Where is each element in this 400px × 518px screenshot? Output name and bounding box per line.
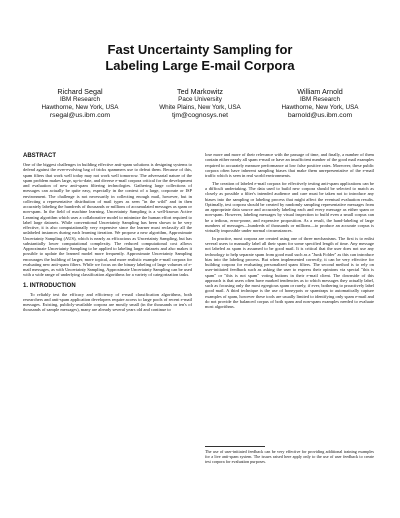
- author-email: barnold@us.ibm.com: [287, 112, 353, 119]
- author-location: White Plains, New York, USA: [159, 104, 241, 111]
- title-line-2: Labeling Large E-mail Corpora: [105, 58, 295, 73]
- author-affiliation: IBM Research: [300, 96, 340, 103]
- author-1: [20, 88, 140, 120]
- introduction-text: To reliably test the efficacy and efficiency of e-mail classification algorithms, both researchers and anti-spam application developers require access to large pools of recent e-mail messages. Existing, publicly-available corpora are mostly small (in the thousands or ten's of thousands of sample messages), many are already several years old and continue to: [23, 291, 192, 313]
- author-location: Hawthorne, New York, USA: [41, 104, 119, 111]
- left-column: [23, 152, 192, 315]
- footnote-divider: [205, 446, 265, 447]
- author-block: [20, 88, 380, 120]
- author-3: [260, 88, 380, 120]
- author-affiliation: Pace University: [178, 96, 222, 103]
- author-affiliation: IBM Research: [60, 96, 100, 103]
- author-name: Richard Segal: [57, 87, 103, 96]
- author-location: Hawthorne, New York, USA: [281, 104, 359, 111]
- author-name: Ted Markowitz: [177, 87, 223, 96]
- introduction-heading: 1. INTRODUCTION: [23, 282, 76, 289]
- body-paragraph: The creation of labeled e-mail corpora for effectively testing anti-spam applications can be a difficult undertaking. The data used to build new corpora should be selected to match as closely as possible a filter's intended audience and care must be taken not to introduce any biases into the sampling or labeling process that might affect the eventual evaluation results. Optimally, test corpora should be created by randomly sampling representative messages from an appropriate data source and accurately labeling each and every message as either spam or non-spam. However, labeling messages by visual inspection to build even a small corpus can be a tedious, error-prone, and expensive proposition. As a result, the hand-labeling of large numbers of messages—hundreds of thousands or millions—to produce an accurate corpus is virtually impossible under normal circumstances.: [205, 180, 374, 233]
- abstract-text: One of the biggest challenges in building effective anti-spam solutions is designing systems to defend against the ever-evolving bag of tricks spammers use to defeat them. Because of this, spam filters that work well today may not work well tomorrow. The adversarial nature of the spam problem makes large, up-to-date, and diverse e-mail corpora critical for the development and evaluation of new anti-spam filtering technologies. Gathering large collections of messages can actually be quite easy, especially in the context of a large, corporate or ISP environment. The challenge is not necessarily in collecting enough mail, however, but in collecting a representative distribution of mail types as seen "in the wild" and in then accurately labeling the hundreds of thousands or millions of accumulated messages as spam or non-spam. In the field of machine learning, Uncertainty Sampling is a well-known Active Learning algorithm which uses a collaborative model to minimize the human effort required to label large datasets. While conventional Uncertainty Sampling has been shown to be very effective, it is also computationally very expensive since the learner must reclassify all the unlabeled instances during each learning iteration. We propose a new algorithm, Approximate Uncertainty Sampling (AUS), which is nearly as efficacious as Uncertainty Sampling, but has substantially lower computational complexity. The reduced computational cost allows Approximate Uncertainty Sampling to be applied to labeling larger datasets and also makes it possible to update the learned model more frequently. Approximate Uncertainty Sampling encourages the building of larger, more topical, and more realistic example e-mail corpora for evaluating new anti-spam filters. While we focus on the binary labeling of large volumes of e-mail messages, as with Uncertainty Sampling, Approximate Uncertainty Sampling can be used with a wide range of underlying classification algorithms for a variety of categorization tasks.: [23, 162, 192, 278]
- author-2: [140, 88, 260, 120]
- body-paragraph: In practice, most corpora are created using one of three mechanisms. The first is to enlist several users to manually label all their spam for some specified length of time. Any message not labeled as spam is assumed to be good mail. It is critical that the user does not use any technology to help separate spam from good mail such as a "Junk Folder" as this can introduce bias into the labeling process. But when implemented correctly, it can be very effective for building corpora for evaluating personalized spam filters. The second method is to rely on user-initiated feedback such as asking the user to express their opinions via special "this is spam" or "this is not spam" voting buttons in their e-mail client. The downside of this approach is that users often have marked tendencies as to which messages they actually label, such as focusing only the most egregious spam or rarely, if ever, bothering to proactively label good mail. A third technique is the use of honeypots or spamtraps to automatically capture examples of spam, however these tools are usually limited to identifying only spam e-mail and do not provide the balanced corpus of both spam and non-spam examples needed to evaluate most algorithms.: [205, 235, 374, 309]
- author-email: rsegal@us.ibm.com: [49, 112, 111, 119]
- footnote: The use of user-initiated feedback can be very effective for providing additional training examples for a live anti-spam system. The issues raised here apply only to the use of user feedback to create test corpora for evaluation purposes.: [205, 449, 374, 464]
- author-email: tjm@cognosys.net: [171, 112, 228, 119]
- right-column: [205, 152, 374, 312]
- paper-title: [0, 42, 400, 74]
- body-paragraph: lose more and more of their relevance with the passage of time, and finally, a number of them contain either nearly all spam e-mail or have an insufficient number of the good mail examples required to accurately measure performance at low false positive rates. Moreover, these public corpora often have inherent sampling biases that make them unrepresentative of the e-mail traffic which is seen in real world environments.: [205, 152, 374, 178]
- title-line-1: Fast Uncertainty Sampling for: [107, 42, 293, 57]
- abstract-heading: ABSTRACT: [23, 153, 56, 159]
- author-name: William Arnold: [297, 87, 343, 96]
